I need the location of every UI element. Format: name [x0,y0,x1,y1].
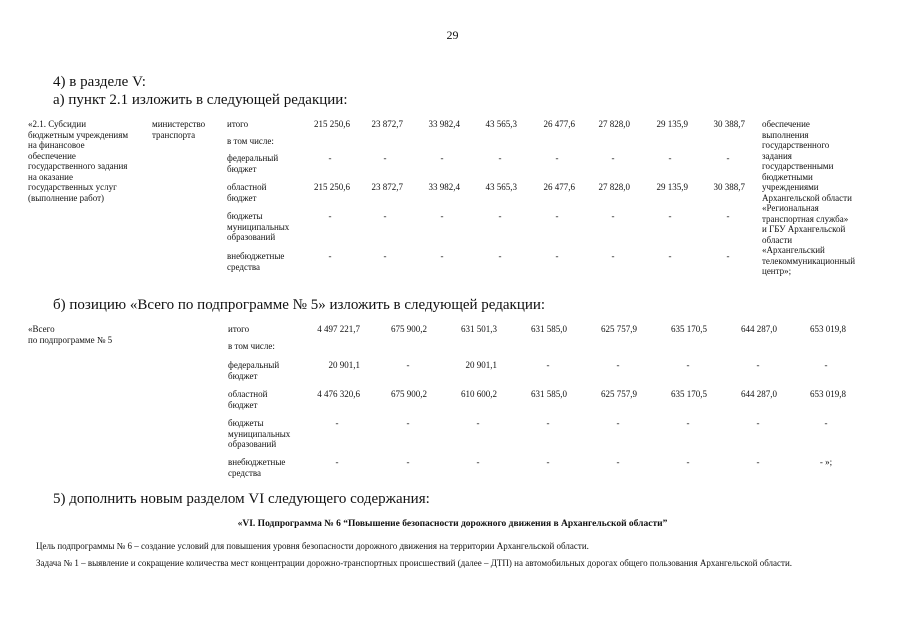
value-cell: 4 497 221,7 [317,324,360,334]
value-cell: - [686,457,690,467]
value-cell: - [406,418,410,428]
value-cell: - [328,211,332,221]
item-name: «2.1. Субсидии бюджетным учреждениям на финансовое обеспечение государственного задания на оказание государственных услуг (выполнение работ) [28,119,129,203]
value-cell: 653 019,8 [810,324,846,334]
value-cell: - [616,457,620,467]
value-cell: - [555,211,559,221]
value-cell: - [555,251,559,261]
value-cell: 30 388,7 [713,119,745,129]
value-cell: 653 019,8 [810,389,846,399]
value-cell: - [616,360,620,370]
value-cell: - [546,360,550,370]
value-cell: - [476,418,480,428]
row-label: внебюджетные средства [228,457,286,478]
value-cell: 4 476 320,6 [317,389,360,399]
value-cell: 29 135,9 [656,182,688,192]
expected-result: обеспечение выполнения государственного задания государственными бюджетными учреждениями Архангельской области «Региональная транспортная служба» и ГБУ Архангельской области «Архангельский телекоммуникационный центр»; [762,119,856,276]
row-label: областной бюджет [228,389,268,410]
value-cell: - [335,418,339,428]
value-cell: - [476,457,480,467]
value-cell: - [546,457,550,467]
value-cell: - [383,153,387,163]
row-label: внебюджетные средства [227,251,285,272]
value-cell: - [668,153,672,163]
value-cell: 43 565,3 [485,119,517,129]
value-cell: 33 982,4 [428,119,460,129]
value-cell: 33 982,4 [428,182,460,192]
value-cell: - [328,153,332,163]
value-cell: 20 901,1 [465,360,497,370]
value-cell: - [440,251,444,261]
value-cell: - [406,360,410,370]
value-cell: 26 477,6 [543,182,575,192]
row-label: бюджеты муниципальных образований [228,418,291,449]
value-cell: 29 135,9 [656,119,688,129]
value-cell: - [440,211,444,221]
value-cell: 27 828,0 [598,182,630,192]
section-6-task: Задача № 1 – выявление и сокращение количества мест концентрации дорожно-транспортных происшествий (далее – ДТП) на автомобильных дорогах общего пользования Архангельской области. [36,558,793,568]
value-cell: - [756,418,760,428]
executor: министерство транспорта [152,119,206,140]
total-name: «Всего по подпрограмме № 5 [28,324,113,345]
value-cell: - [335,457,339,467]
value-cell: - »; [819,457,833,467]
value-cell: 625 757,9 [601,324,637,334]
value-cell: 20 901,1 [328,360,360,370]
value-cell: - [328,251,332,261]
heading-item-5: 5) дополнить новым разделом VI следующего содержания: [53,491,430,507]
value-cell: - [726,251,730,261]
row-label: в том числе: [228,341,275,351]
heading-item-4: 4) в разделе V: [53,74,146,90]
section-6-title: «VI. Подпрограмма № 6 “Повышение безопасности дорожного движения в Архангельской области” [237,519,668,529]
section-6-goal: Цель подпрограммы № 6 – создание условий для повышения уровня безопасности дорожного движения на территории Архангельской области. [36,541,589,551]
row-label: бюджеты муниципальных образований [227,211,290,242]
value-cell: - [611,251,615,261]
value-cell: 635 170,5 [671,389,707,399]
value-cell: - [824,418,828,428]
value-cell: - [555,153,559,163]
value-cell: - [668,251,672,261]
value-cell: 631 501,3 [461,324,497,334]
row-label: в том числе: [227,136,274,146]
row-label: итого [228,324,250,334]
value-cell: 215 250,6 [314,182,350,192]
row-label: областной бюджет [227,182,267,203]
value-cell: - [546,418,550,428]
value-cell: 635 170,5 [671,324,707,334]
value-cell: 631 585,0 [531,324,567,334]
value-cell: - [756,360,760,370]
value-cell: - [383,251,387,261]
value-cell: 30 388,7 [713,182,745,192]
value-cell: 23 872,7 [371,119,403,129]
value-cell: 644 287,0 [741,324,777,334]
value-cell: - [668,211,672,221]
value-cell: - [686,360,690,370]
row-label: федеральный бюджет [227,153,279,174]
row-label: итого [227,119,249,129]
value-cell: 215 250,6 [314,119,350,129]
value-cell: - [383,211,387,221]
value-cell: - [726,153,730,163]
value-cell: 631 585,0 [531,389,567,399]
value-cell: 26 477,6 [543,119,575,129]
value-cell: - [686,418,690,428]
value-cell: 644 287,0 [741,389,777,399]
value-cell: - [440,153,444,163]
value-cell: 27 828,0 [598,119,630,129]
heading-item-4b: б) позицию «Всего по подпрограмме № 5» изложить в следующей редакции: [53,297,546,313]
value-cell: - [406,457,410,467]
value-cell: - [498,211,502,221]
value-cell: 675 900,2 [391,389,427,399]
value-cell: - [824,360,828,370]
page-number: 29 [446,28,459,42]
value-cell: - [726,211,730,221]
value-cell: 625 757,9 [601,389,637,399]
value-cell: - [611,153,615,163]
value-cell: 675 900,2 [391,324,427,334]
value-cell: - [616,418,620,428]
value-cell: 23 872,7 [371,182,403,192]
value-cell: - [498,251,502,261]
value-cell: 610 600,2 [461,389,497,399]
value-cell: - [756,457,760,467]
value-cell: - [498,153,502,163]
row-label: федеральный бюджет [228,360,280,381]
value-cell: - [611,211,615,221]
value-cell: 43 565,3 [485,182,517,192]
heading-item-4a: а) пункт 2.1 изложить в следующей редакции: [53,92,348,108]
